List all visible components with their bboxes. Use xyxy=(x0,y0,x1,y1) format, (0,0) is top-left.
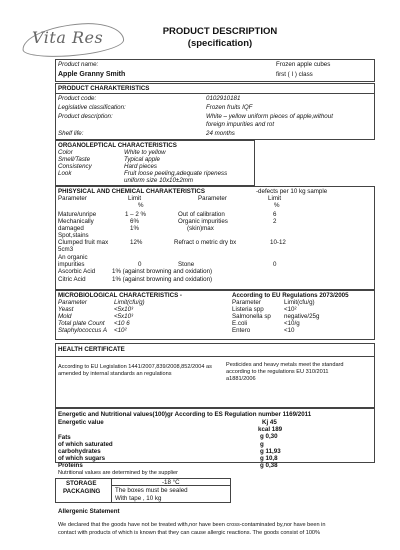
divider xyxy=(55,93,375,94)
char-value: foreign impurities and rot xyxy=(206,121,275,128)
micro-param: Mold xyxy=(58,313,72,320)
micro-col-param: Parameter xyxy=(58,299,87,306)
micro-param: Staphylococcus A xyxy=(58,327,107,334)
micro-param-2: Listeria spp xyxy=(232,306,264,313)
col-unit-2: % xyxy=(274,202,280,209)
phys-limit-2: 6 xyxy=(273,211,277,218)
org-value: White to yellow xyxy=(124,149,166,156)
allergen-text: We declared that the goods have not be treated with,nor have been cross-contaminated by,nor have been in xyxy=(58,522,326,528)
phys-param-2: Organic impurities xyxy=(178,218,228,225)
nutrition-label: Fats xyxy=(58,434,71,441)
packaging-label: PACKAGING xyxy=(63,488,101,495)
micro-heading-right: According to EU Regulations 2073/2005 xyxy=(232,292,349,299)
phys-param: damaged xyxy=(58,225,84,232)
phys-param: Mechanically xyxy=(58,218,94,225)
energy-kj: Kj 45 xyxy=(262,419,277,426)
char-value: 24 months xyxy=(206,130,235,137)
phys-param: Ascorbic Acid xyxy=(58,268,96,275)
health-right-line: according to the regulations EU 310/2011 xyxy=(226,369,329,375)
micro-param-2: E.coli xyxy=(232,320,248,327)
logo-text: Vita Res xyxy=(32,28,104,47)
physical-heading-right: -defects per 10 kg sample xyxy=(256,188,328,195)
health-right-line: a1881/2006 xyxy=(226,376,256,382)
phys-param: Citric Acid xyxy=(58,276,86,283)
org-value: Fruit loose peeling,adequate ripeness xyxy=(124,170,228,177)
divider xyxy=(55,356,375,357)
energy-kcal: kcal 189 xyxy=(258,426,283,433)
vita-res-logo xyxy=(22,24,122,54)
nutrition-value: g xyxy=(260,441,264,448)
allergen-heading: Allergenic Statement xyxy=(58,508,120,515)
nutrition-value: g 11,93 xyxy=(260,448,281,455)
divider xyxy=(111,478,112,503)
phys-param-2: (skin)max xyxy=(187,225,214,232)
phys-limit: 1% (against browning and oxidation) xyxy=(112,268,213,275)
phys-limit: 1% (against browning and oxidation) xyxy=(112,276,213,283)
storage-label: STORAGE xyxy=(66,480,97,487)
phys-param-2: Out of calibration xyxy=(178,211,225,218)
micro-limit-2: <10² xyxy=(284,306,297,313)
phys-param: Mature/unripe xyxy=(58,211,97,218)
phys-limit: 1% xyxy=(130,225,139,232)
energy-label: Energetic value xyxy=(58,419,104,426)
char-value: 0102910181 xyxy=(206,95,241,102)
micro-param-2: Salmonella sp xyxy=(232,313,271,320)
nutrition-label: of which sugars xyxy=(58,455,106,462)
micro-limit: <10² xyxy=(114,327,127,334)
packaging-line: With tape , 10 kg xyxy=(115,495,162,502)
packaging-line: The boxes must be sealed xyxy=(115,487,188,494)
organoleptic-heading: ORGANOLEPTICAL CHARACTERISTICS xyxy=(58,142,177,149)
phys-limit-2: 2 xyxy=(273,218,277,225)
phys-limit-2: 0 xyxy=(273,261,277,268)
health-left-line: amended by internal standards an regulations xyxy=(58,371,172,377)
char-label: Product code: xyxy=(58,95,97,102)
col-unit: % xyxy=(138,202,144,209)
document-title xyxy=(120,26,320,50)
col-parameter-2: Parameter xyxy=(198,195,227,202)
micro-heading: MICROBIOLOGICAL CHARACTERISTICS - xyxy=(58,292,182,299)
col-parameter: Parameter xyxy=(58,195,87,202)
characteristics-heading: PRODUCT CHARAKTERISTICS xyxy=(58,85,150,92)
nutrition-label: of which saturated xyxy=(58,441,113,448)
health-heading: HEALTH CERTIFICATE xyxy=(58,346,125,353)
phys-param: 5cm3 xyxy=(58,246,74,253)
nutrition-value: g 0,38 xyxy=(260,462,278,469)
product-class: first ( I ) class xyxy=(276,71,313,78)
micro-limit: <10 6 xyxy=(114,320,130,327)
nutrition-footnote: Nutritional values are determined by the supplier xyxy=(58,470,179,476)
product-form: Frozen apple cubes xyxy=(276,61,331,68)
col-limit-2: Limit xyxy=(268,195,282,202)
micro-col-param-2: Parameter xyxy=(232,299,261,306)
micro-param-2: Entero xyxy=(232,327,251,334)
phys-param: Clumped fruit max xyxy=(58,239,109,246)
allergen-text: contact with products of which is known that they can cause allergic reactions. The goods consist of 100% xyxy=(58,530,321,536)
product-name-label: Product name: xyxy=(58,61,99,68)
micro-col-limit: Limit(cfu/g) xyxy=(114,299,145,306)
org-value: Hard pieces xyxy=(124,163,158,170)
nutrition-label: carbohydrates xyxy=(58,448,101,455)
subtitle: (specification) xyxy=(187,38,253,49)
micro-limit-2: <10/g xyxy=(284,320,300,327)
phys-limit-2: 10-12 xyxy=(270,239,286,246)
org-value: Typical apple xyxy=(124,156,160,163)
char-label: Legislative classification: xyxy=(58,104,126,111)
phys-limit: 12% xyxy=(130,239,143,246)
title: PRODUCT DESCRIPTION xyxy=(162,26,278,37)
micro-limit-2: <10 xyxy=(284,327,295,334)
phys-limit: 6% xyxy=(130,218,139,225)
phys-param: An organic xyxy=(58,254,88,261)
char-value: White – yellow uniform pieces of apple,without xyxy=(206,113,333,120)
char-label: Product description: xyxy=(58,113,113,120)
org-label: Smell/Taste xyxy=(58,156,91,163)
char-value: Frozen fruits IQF xyxy=(206,104,253,111)
org-label: Look xyxy=(58,170,72,177)
phys-param-2: Refract o metric dry bx xyxy=(174,239,237,246)
physical-heading: PHISYSICAL AND CHEMICAL CHARAKTERISTICS xyxy=(58,188,206,195)
char-label: Shelf life: xyxy=(58,130,84,137)
micro-col-limit-2: Limit(cfu/g) xyxy=(284,299,315,306)
health-right-line: Pesticides and heavy metals meet the standard xyxy=(226,362,344,368)
col-limit: Limit xyxy=(128,195,142,202)
micro-param: Yeast xyxy=(58,306,74,313)
phys-limit: 0 xyxy=(138,261,142,268)
health-left-line: According to EU Legislation 1441/2007,839/2008,852/2004 as xyxy=(58,364,212,370)
micro-limit: <5x10³ xyxy=(114,313,134,320)
product-name-value: Apple Granny Smith xyxy=(58,71,126,78)
nutrition-label: Proteins xyxy=(58,462,83,469)
phys-param: Spot,stains xyxy=(58,232,89,239)
storage-temp: -18 °C xyxy=(162,479,180,486)
micro-param: Total plate Count xyxy=(58,320,105,327)
nutrition-value: g 0,30 xyxy=(260,433,278,440)
nutrition-value: g 10,8 xyxy=(260,455,278,462)
phys-param: impurities xyxy=(58,261,85,268)
phys-limit: 1 – 2 % xyxy=(125,211,146,218)
energy-heading: Energetic and Nutritional values(100)gr According to ES Regulation number 1169/2011 xyxy=(58,411,312,418)
org-value: uniform size 10x10±2mm xyxy=(124,177,194,184)
micro-limit: <5x10³ xyxy=(114,306,134,313)
phys-param-2: Stone xyxy=(178,261,195,268)
org-label: Color xyxy=(58,149,73,156)
micro-limit-2: negative/25g xyxy=(284,313,320,320)
org-label: Consistency xyxy=(58,163,92,170)
